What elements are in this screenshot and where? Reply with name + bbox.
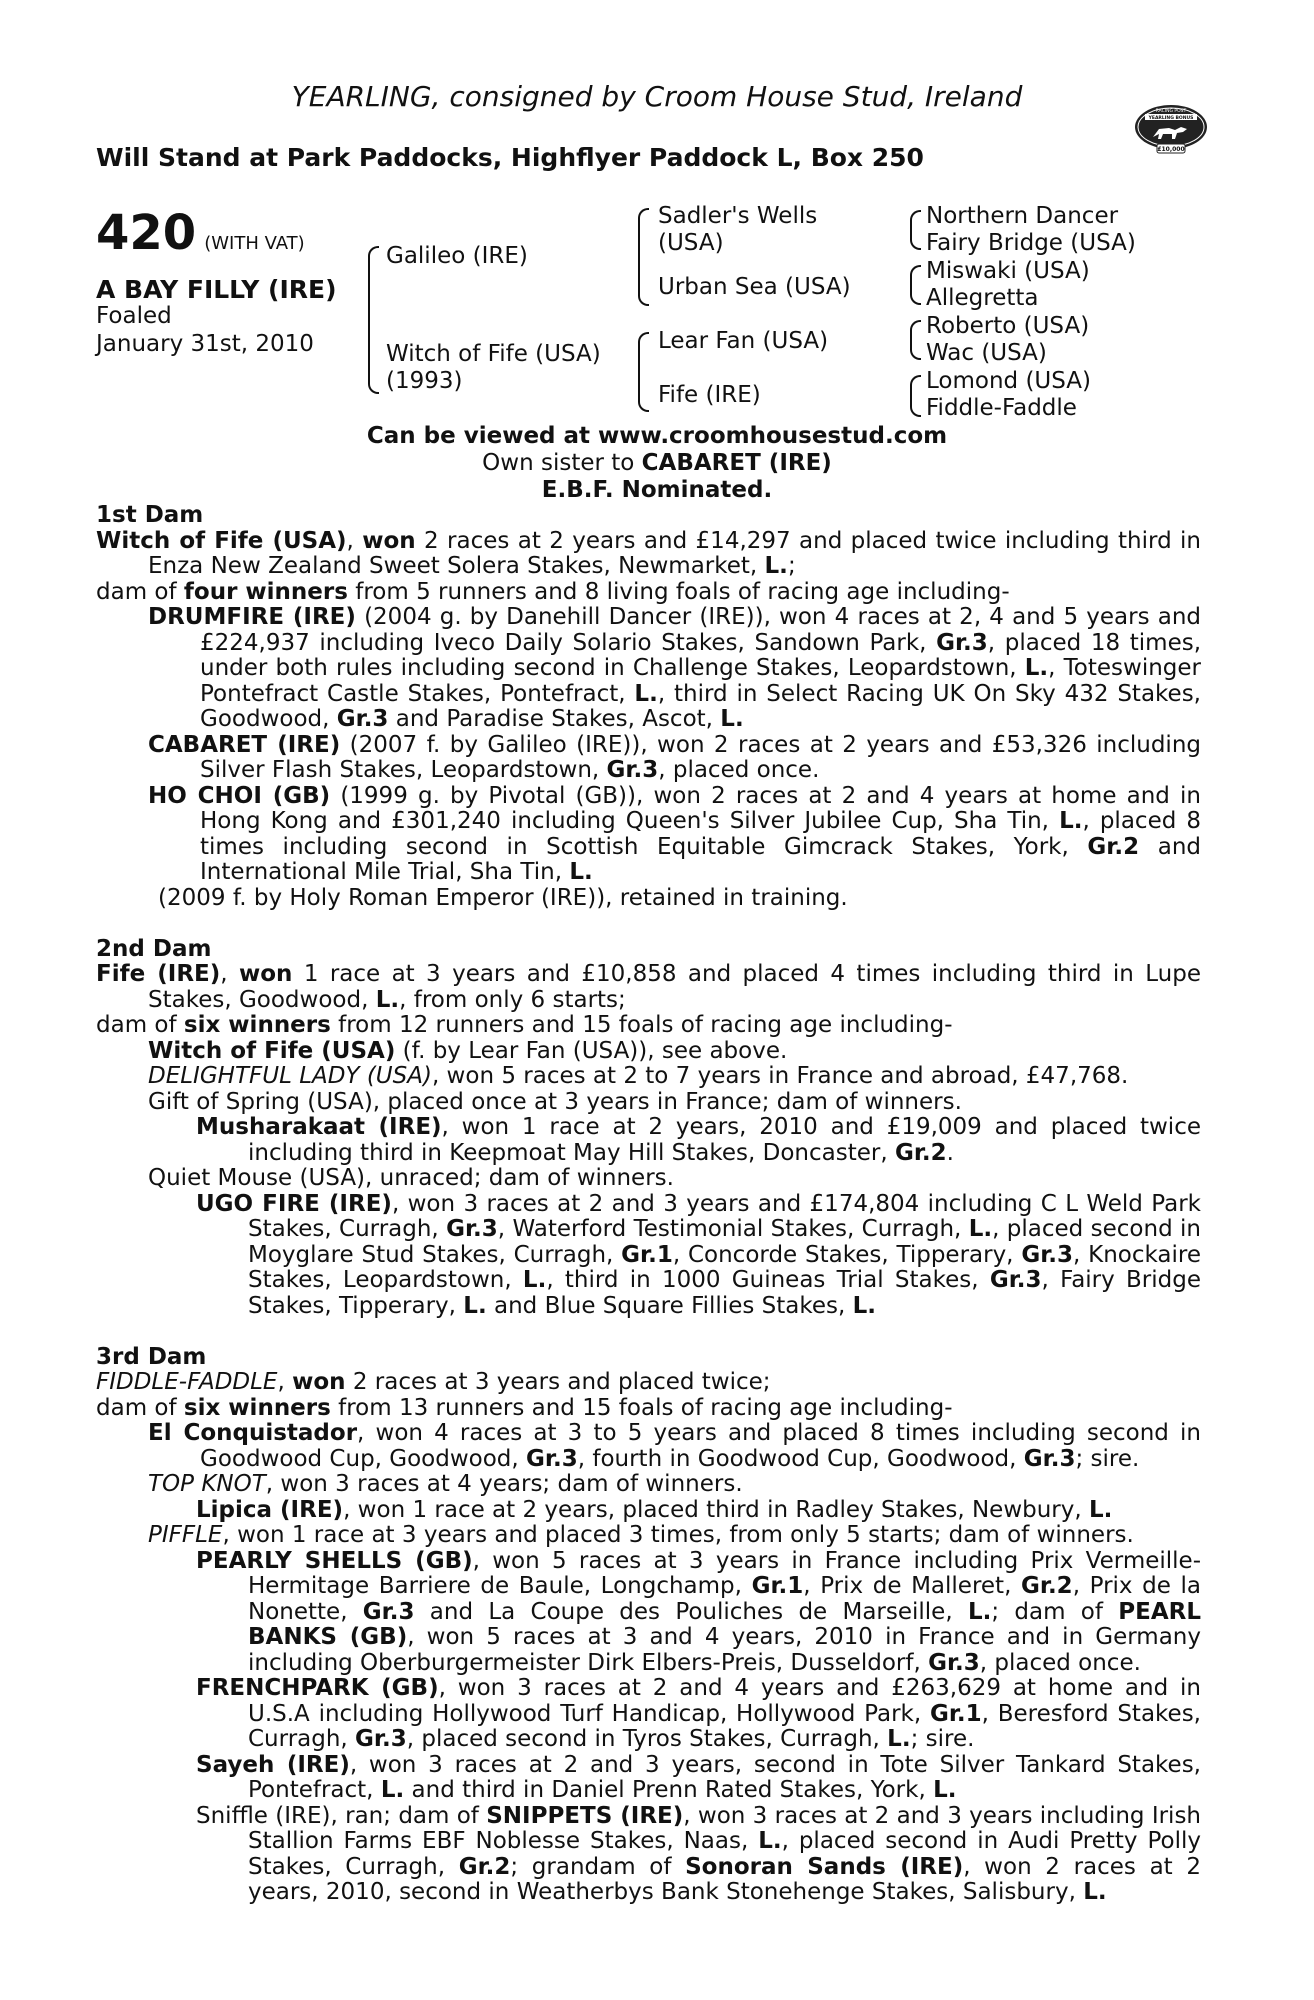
pedigree-sdd: Allegretta: [926, 285, 1039, 311]
lot-vat: (WITH VAT): [204, 233, 305, 254]
produce-drumfire: DRUMFIRE (IRE) (2004 g. by Danehill Dancer (IRE)), won 4 races at 2, 4 and 5 years and £224,937 including Iveco Daily Solario Stakes, Sandown Park, Gr.3, placed 18 times, under both rules including second in Challenge Stakes, Leopardstown, L., Toteswinger Pontefract Castle Stakes, Pontefract, L., third in Select Racing UK On Sky 432 Stakes, Goodwood, Gr.3 and Paradise Stakes, Ascot, L.: [148, 604, 1202, 732]
produce-sniffle: Sniffle (IRE), ran; dam of SNIPPETS (IRE), won 3 races at 2 and 3 years including Irish Stallion Farms EBF Noblesse Stakes, Naas, L., placed second in Audi Pretty Polly Stakes, Curragh, Gr.2; grandam of Sonoran Sands (IRE), won 2 races at 2 years, 2010, second in Weatherbys Bank Stonehenge Stakes, Salisbury, L.: [196, 1802, 1202, 1905]
pedigree-sire-dam: Urban Sea (USA): [658, 274, 851, 300]
horse-name: A BAY FILLY (IRE): [96, 275, 337, 304]
produce-top-knot: TOP KNOT, won 3 races at 4 years; dam of winners.: [148, 1471, 743, 1497]
pedigree-brace: [910, 210, 921, 250]
produce-witch-of-fife: Witch of Fife (USA) (f. by Lear Fan (USA)), see above.: [148, 1037, 788, 1064]
pedigree-dss: Roberto (USA): [926, 313, 1090, 339]
pedigree-dds: Lomond (USA): [926, 368, 1091, 394]
produce-el-conquistador: El Conquistador, won 4 races at 3 to 5 years and placed 8 times including second in Goodwood Cup, Goodwood, Gr.3, fourth in Goodwood Cup, Goodwood, Gr.3; sire.: [148, 1420, 1201, 1472]
sister-name: CABARET (IRE): [641, 450, 832, 476]
produce-gift-of-spring: Gift of Spring (USA), placed once at 3 years in France; dam of winners.: [148, 1088, 962, 1115]
second-dam-produce-summary: dam of six winners from 12 runners and 15 foals of racing age including-: [96, 1012, 953, 1038]
first-dam-heading: 1st Dam: [96, 502, 204, 528]
pedigree-sire: Galileo (IRE): [386, 243, 528, 269]
produce-cabaret: CABARET (IRE) (2007 f. by Galileo (IRE)), won 2 races at 2 years and £53,326 including Silver Flash Stakes, Leopardstown, Gr.3, placed once.: [148, 731, 1202, 783]
pedigree-brace: [910, 320, 921, 360]
lot-number-block: [96, 205, 305, 261]
pedigree-dsd: Wac (USA): [926, 340, 1047, 366]
badge-amount: £10,000: [1157, 146, 1185, 153]
pedigree-sire-sire: Sadler's Wells: [658, 203, 818, 229]
produce-lipica: Lipica (IRE), won 1 race at 2 years, placed third in Radley Stakes, Newbury, L.: [196, 1496, 1113, 1523]
produce-pearly-shells: PEARLY SHELLS (GB), won 5 races at 3 years in France including Prix Vermeille-Hermitage Barriere de Baule, Longchamp, Gr.1, Prix de Malleret, Gr.2, Prix de la Nonette, Gr.3 and La Coupe des Pouliches de Marseille, L.; dam of PEARL BANKS (GB), won 5 races at 3 and 4 years, 2010 in France and in Germany including Oberburgermeister Dirk Elbers-Preis, Dusseldorf, Gr.3, placed once.: [196, 1547, 1202, 1676]
ebf-note: E.B.F. Nominated.: [541, 477, 773, 503]
first-dam-entry: Witch of Fife (USA), won 2 races at 2 years and £14,297 and placed twice including third in Enza New Zealand Sweet Solera Stakes, Newmarket, L.;: [96, 527, 1202, 579]
pedigree-ddd: Fiddle-Faddle: [926, 395, 1077, 421]
produce-ho-choi: HO CHOI (GB) (1999 g. by Pivotal (GB)), won 2 races at 2 and 4 years at home and in Hong Kong and £301,240 including Queen's Silver Jubilee Cup, Sha Tin, L., placed 8 times including second in Scottish Equitable Gimcrack Stakes, York, Gr.2 and International Mile Trial, Sha Tin, L.: [148, 782, 1202, 885]
pedigree-sss: Northern Dancer: [926, 203, 1119, 229]
yearling-bonus-badge-icon: [1131, 99, 1211, 157]
consignment-heading: YEARLING, consigned by Croom House Stud, Ireland: [291, 80, 1023, 113]
pedigree-dam-sire: Lear Fan (USA): [658, 328, 829, 354]
third-dam-produce-summary: dam of six winners from 13 runners and 15 foals of racing age including-: [96, 1394, 953, 1421]
produce-piffle: PIFFLE, won 1 race at 3 years and placed 3 times, from only 5 starts; dam of winners.: [148, 1522, 1134, 1548]
pedigree-sds: Miswaki (USA): [926, 258, 1090, 284]
produce-2009-filly: (2009 f. by Holy Roman Emperor (IRE)), retained in training.: [158, 884, 848, 911]
pedigree-brace: [638, 208, 649, 306]
produce-delightful-lady: DELIGHTFUL LADY (USA), won 5 races at 2 to 7 years in France and abroad, £47,768.: [148, 1063, 1129, 1089]
pedigree-brace: [910, 375, 921, 417]
produce-frenchpark: FRENCHPARK (GB), won 3 races at 2 and 4 years and £263,629 at home and in U.S.A including Hollywood Turf Handicap, Hollywood Park, Gr.1, Beresford Stakes, Curragh, Gr.3, placed second in Tyros Stakes, Curragh, L.; sire.: [196, 1675, 1201, 1752]
foaled-date: January 31st, 2010: [96, 331, 314, 357]
pedigree-brace: [368, 246, 379, 394]
pedigree-brace: [638, 332, 649, 412]
third-dam-entry: FIDDLE-FADDLE, won 2 races at 3 years and placed twice;: [96, 1369, 771, 1395]
second-dam-entry: Fife (IRE), won 1 race at 3 years and £10,858 and placed 4 times including third in Lupe Stakes, Goodwood, L., from only 6 starts;: [96, 961, 1201, 1013]
pedigree-dam-year: (1993): [386, 368, 463, 394]
produce-ugo-fire: UGO FIRE (IRE), won 3 races at 2 and 3 years and £174,804 including C L Weld Park Stakes, Curragh, Gr.3, Waterford Testimonial Stakes, Curragh, L., placed second in Moyglare Stud Stakes, Curragh, Gr.1, Concorde Stakes, Tipperary, Gr.3, Knockaire Stakes, Leopardstown, L., third in 1000 Guineas Trial Stakes, Gr.3, Fairy Bridge Stakes, Tipperary, L. and Blue Square Fillies Stakes, L.: [196, 1190, 1202, 1319]
sister-note: Own sister to CABARET (IRE): [482, 450, 832, 476]
pedigree-dam-dam: Fife (IRE): [658, 382, 761, 408]
second-dam-heading: 2nd Dam: [96, 935, 212, 962]
badge-mid-text: YEARLING BONUS: [1148, 116, 1194, 121]
first-dam-produce-summary: dam of four winners from 5 runners and 8 living foals of racing age including-: [96, 578, 1010, 605]
pedigree-ssd: Fairy Bridge (USA): [926, 230, 1136, 256]
third-dam-heading: 3rd Dam: [96, 1343, 207, 1370]
catalogue-body: [96, 503, 1201, 1906]
pedigree-dam: Witch of Fife (USA): [386, 341, 601, 367]
produce-quiet-mouse: Quiet Mouse (USA), unraced; dam of winners.: [148, 1165, 674, 1191]
pedigree-sire-sire-country: (USA): [658, 230, 724, 256]
foaled-label: Foaled: [96, 303, 172, 329]
produce-musharakaat: Musharakaat (IRE), won 1 race at 2 years, 2010 and £19,009 and placed twice including third in Keepmoat May Hill Stakes, Doncaster, Gr.2.: [196, 1114, 1201, 1166]
viewing-note: Can be viewed at www.croomhousestud.com: [366, 423, 948, 449]
produce-sayeh: Sayeh (IRE), won 3 races at 2 and 3 years, second in Tote Silver Tankard Stakes, Pontefract, L. and third in Daniel Prenn Rated Stakes, York, L.: [196, 1751, 1201, 1803]
sale-location: Will Stand at Park Paddocks, Highflyer Paddock L, Box 250: [96, 143, 924, 172]
pedigree-brace: [910, 265, 921, 305]
lot-number: 420: [96, 205, 197, 261]
badge-top-text: RACING POST: [1155, 109, 1187, 114]
